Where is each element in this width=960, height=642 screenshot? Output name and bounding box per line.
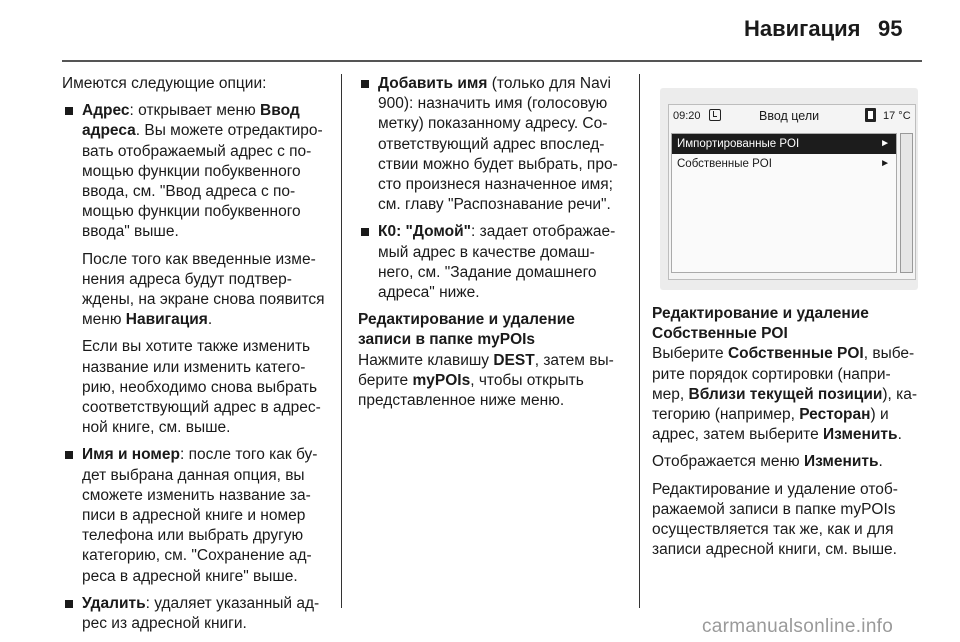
chevron-right-icon: ► <box>880 158 890 169</box>
option-home: К0: "Домой": задает отображае-мый адрес в качестве домаш-него, см. "Задание домашнего адреса" ниже. <box>358 222 628 303</box>
edit-delete-note: Редактирование и удаление отоб-ражаемой записи в папке myPOIs осуществляется так же, как и для записи адресной книги, см. выше. <box>652 480 898 559</box>
page-number: 95 <box>878 16 903 41</box>
column-divider-1 <box>341 74 342 608</box>
column-divider-2 <box>639 74 640 608</box>
screen-scrollbar[interactable] <box>900 133 913 273</box>
menu-item-own-poi[interactable]: Собственные POI ► <box>672 154 896 174</box>
mypois-heading: Редактирование и удаление записи в папке myPOIs <box>358 311 575 349</box>
phone-icon <box>865 108 876 122</box>
screen-time: 09:20 <box>673 110 701 122</box>
bullet-square-icon <box>65 600 73 608</box>
navi-screen <box>668 104 916 280</box>
edit-menu-note: Отображается меню Изменить. <box>652 453 883 471</box>
header-rule <box>62 60 922 62</box>
bullet-square-icon <box>65 451 73 459</box>
column-1 <box>62 74 330 641</box>
section-title: Навигация <box>744 16 861 41</box>
screen-title: Ввод цели <box>759 109 820 123</box>
option-name-and-number: Имя и номер: после того как бу-дет выбрана данная опция, вы сможете изменить название за-писи в адресной книге и номер телефона или выбрать другую категорию, см. "Сохранение ад-реса в адресной книге" выше. <box>62 445 330 586</box>
screen-status-bar <box>669 105 915 127</box>
screen-menu-list <box>671 133 897 273</box>
menu-item-imported-poi[interactable]: Импортированные POI ► <box>672 134 896 154</box>
page-header <box>0 0 960 60</box>
column-3 <box>652 304 922 567</box>
mypois-text: Нажмите клавишу DEST, затем вы-берите myPOIs, чтобы открыть представленное ниже меню. <box>358 351 614 410</box>
intro-text: Имеются следующие опции: <box>62 75 267 92</box>
own-poi-heading: Редактирование и удаление Собственные POI <box>652 305 869 343</box>
bullet-square-icon <box>65 107 73 115</box>
bullet-square-icon <box>361 228 369 236</box>
address-note-2: Если вы хотите также изменить название или изменить катего-рию, необходимо снова выбрать соответствующий адрес в адрес-ной книге, см. выше. <box>82 338 321 437</box>
address-note-1: После того как введенные изме-нения адреса будут подтвер-ждены, на экране снова появится меню Навигация. <box>82 250 325 329</box>
option-delete: Удалить: удаляет указанный ад-рес из адресной книги. <box>62 594 330 634</box>
screen-temperature: 17 °C <box>883 110 911 122</box>
column-2 <box>358 74 628 418</box>
navi-screen-figure <box>660 88 918 290</box>
chevron-right-icon: ► <box>880 138 890 149</box>
clock-icon <box>709 109 721 121</box>
option-add-name: Добавить имя (только для Navi 900): назначить имя (голосовую метку) показанному адресу. Со-ответствующий адрес впослед-ствии можно будет выбрать, про-сто произнеся назначенное имя; см. главу "Распознавание речи". <box>358 74 628 215</box>
bullet-square-icon <box>361 80 369 88</box>
own-poi-instructions: Выберите Собственные POI, выбе-рите порядок сортировки (напри-мер, Вблизи текущей позиции), ка-тегорию (например, Ресторан) и адрес, затем выберите Изменить. <box>652 345 918 444</box>
option-address: Адрес: открывает меню Ввод адреса. Вы можете отредактиро-вать отображаемый адрес с по-мощью функции побуквенного ввода, см. "Ввод адреса с по-мощью функции побуквенного ввода" выше. После того как введенные изме-нения адреса будут подтвер-ждены, на экране снова появится меню Навигация. Если вы хотите также изменить название или изменить катего-рию, необходимо снова выбрать соответствующий адрес в адрес-ной книге, см. выше. <box>62 101 330 438</box>
watermark: carmanualsonline.info <box>702 616 894 637</box>
